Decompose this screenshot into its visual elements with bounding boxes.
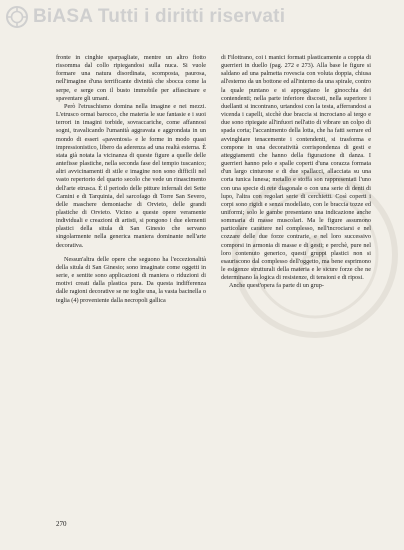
left-text-column [56,54,206,305]
watermark-banner [0,0,404,34]
svg-text:A: A [296,225,334,282]
right-text-column [221,54,371,291]
watermark-banner-text: BiASA Tutti i diritti riservati [33,6,286,27]
page-number: 270 [56,520,67,528]
left-paragraph-2: Però l'etruschismo domina nella imagine e nei mezzi. L'etrusco ormai barocco, che materia le sue fantasie e i suoi terrori in imagini torbide, sovraccariche, come affannosi sogni, travalicando l'umanità aggravata e aggrondata in un mondo di esseri «paventosi» e le forme in modo quasi impressionistico, libero da aderenza ad una realtà esterna. È stata già notata la vicinanza di queste figure a quelle delle antefisse plastiche, nella seconda fase del tempio tuscanico; altri avvicinamenti di stile e imagine non sono difficili nel vasto repertorio del quarto secolo che vede un rinascimento dell'arte etrusca. È il periodo delle pitture infernali dei Sette Camini e di Tarquinia, del sarcofago di Torre San Severo, delle maschere demoniache di Orvieto, delle grandi plastiche di Orvieto. Vicino a queste opere veramente individuali e creazioni di artisti, si pongono i due elementi plastici della situla di San Ginesio che servano singolarmente nella generica maniera dominante nell'arte decorativa. [56,102,206,249]
right-paragraph-1: di Filottrano, coi i manici formati plasticamente a coppia di guerrieri in duello (pag. 272 e 273). Alla base le figure si saldano ad una palmetta rovescia con voluta doppia, chiusa all'esterno da un bottone ed all'interno da una spirale, contro la quale puntano e si appoggiano le ginocchia dei contendenti; nella parte inferiore discosti, nella superiore i duellanti si incontrano, urtandosi con la testa, afferrandosi a vicenda i capelli, sicchè due braccia si incrociano al tergo e due sono ripiegate all'infuori nell'atto di vibrare un colpo di spada corta; l'accanimento della lotta, che ha fatti serrare ed avvinghiare tenacemente i contendenti, si trasforma e compone in una decoratività corrispondenza di gesti e atteggiamenti che hanno della figurazione di danza. I guerrieri hanno pelo e spalle coperti d'una corazza formata d'un largo cinturone e di due spallacci, allacciata su una corta tunica lunesa; metallo e stoffa son rappresentati l'uno con una specie di rete diagonale o con una serie di denti di lupo, l'altra con regolari serie di cerchietti. Così coperti i corpi sono rigidi e senza modellato, con le braccia tozze ed uniformi; solo le gambe presentano una indicazione anche sommaria di masse muscolari. Ma le figure assumono particolare carattere nel complesso, nell'incrociarsi e nel cozzare delle due forze contrarie, e nel loro successivo comporsi in armonia di masse e di gesti; e perchè, pure nel loro contenuto generico, questi gruppi plastici non si esauriscono dal complesso dell'oggetto, ma bene esprimono le esigenze strutturali della materia e le sicure forze che ne determinano la logica di resistenze, di tensioni e di riposi. [221,54,371,282]
biasa-logo-icon [6,6,28,28]
right-paragraph-2: Anche quest'opera fa parte di un grup- [229,282,324,290]
left-paragraph-3: Nessun'altra delle opere che seguono ha l'eccezionalità della situla di San Ginesio; sono imaginate come oggetti in serie, e sentite sono applicazioni di maniera o riduzioni di motivi creati dalla plastica pura. Da questa indifferenza dalle ragioni decorative se ne toglie una, la vasta bacinella o teglia (4) proveniente dalla necropoli gallica [56,255,206,304]
document-page [56,54,374,524]
left-paragraph-1: fronte in cinghie sparpagliate, mentre un altro fiotto rissomma dal collo ripiegandosi sulla nuca. Si vuole formare una natura disordinata, scomposta, paurosa, nell'imagine d'una terrificante divinità che sbocca come la serpe, e serge con il busto immobile per affascinare e spaventare gli umani. [56,54,206,102]
